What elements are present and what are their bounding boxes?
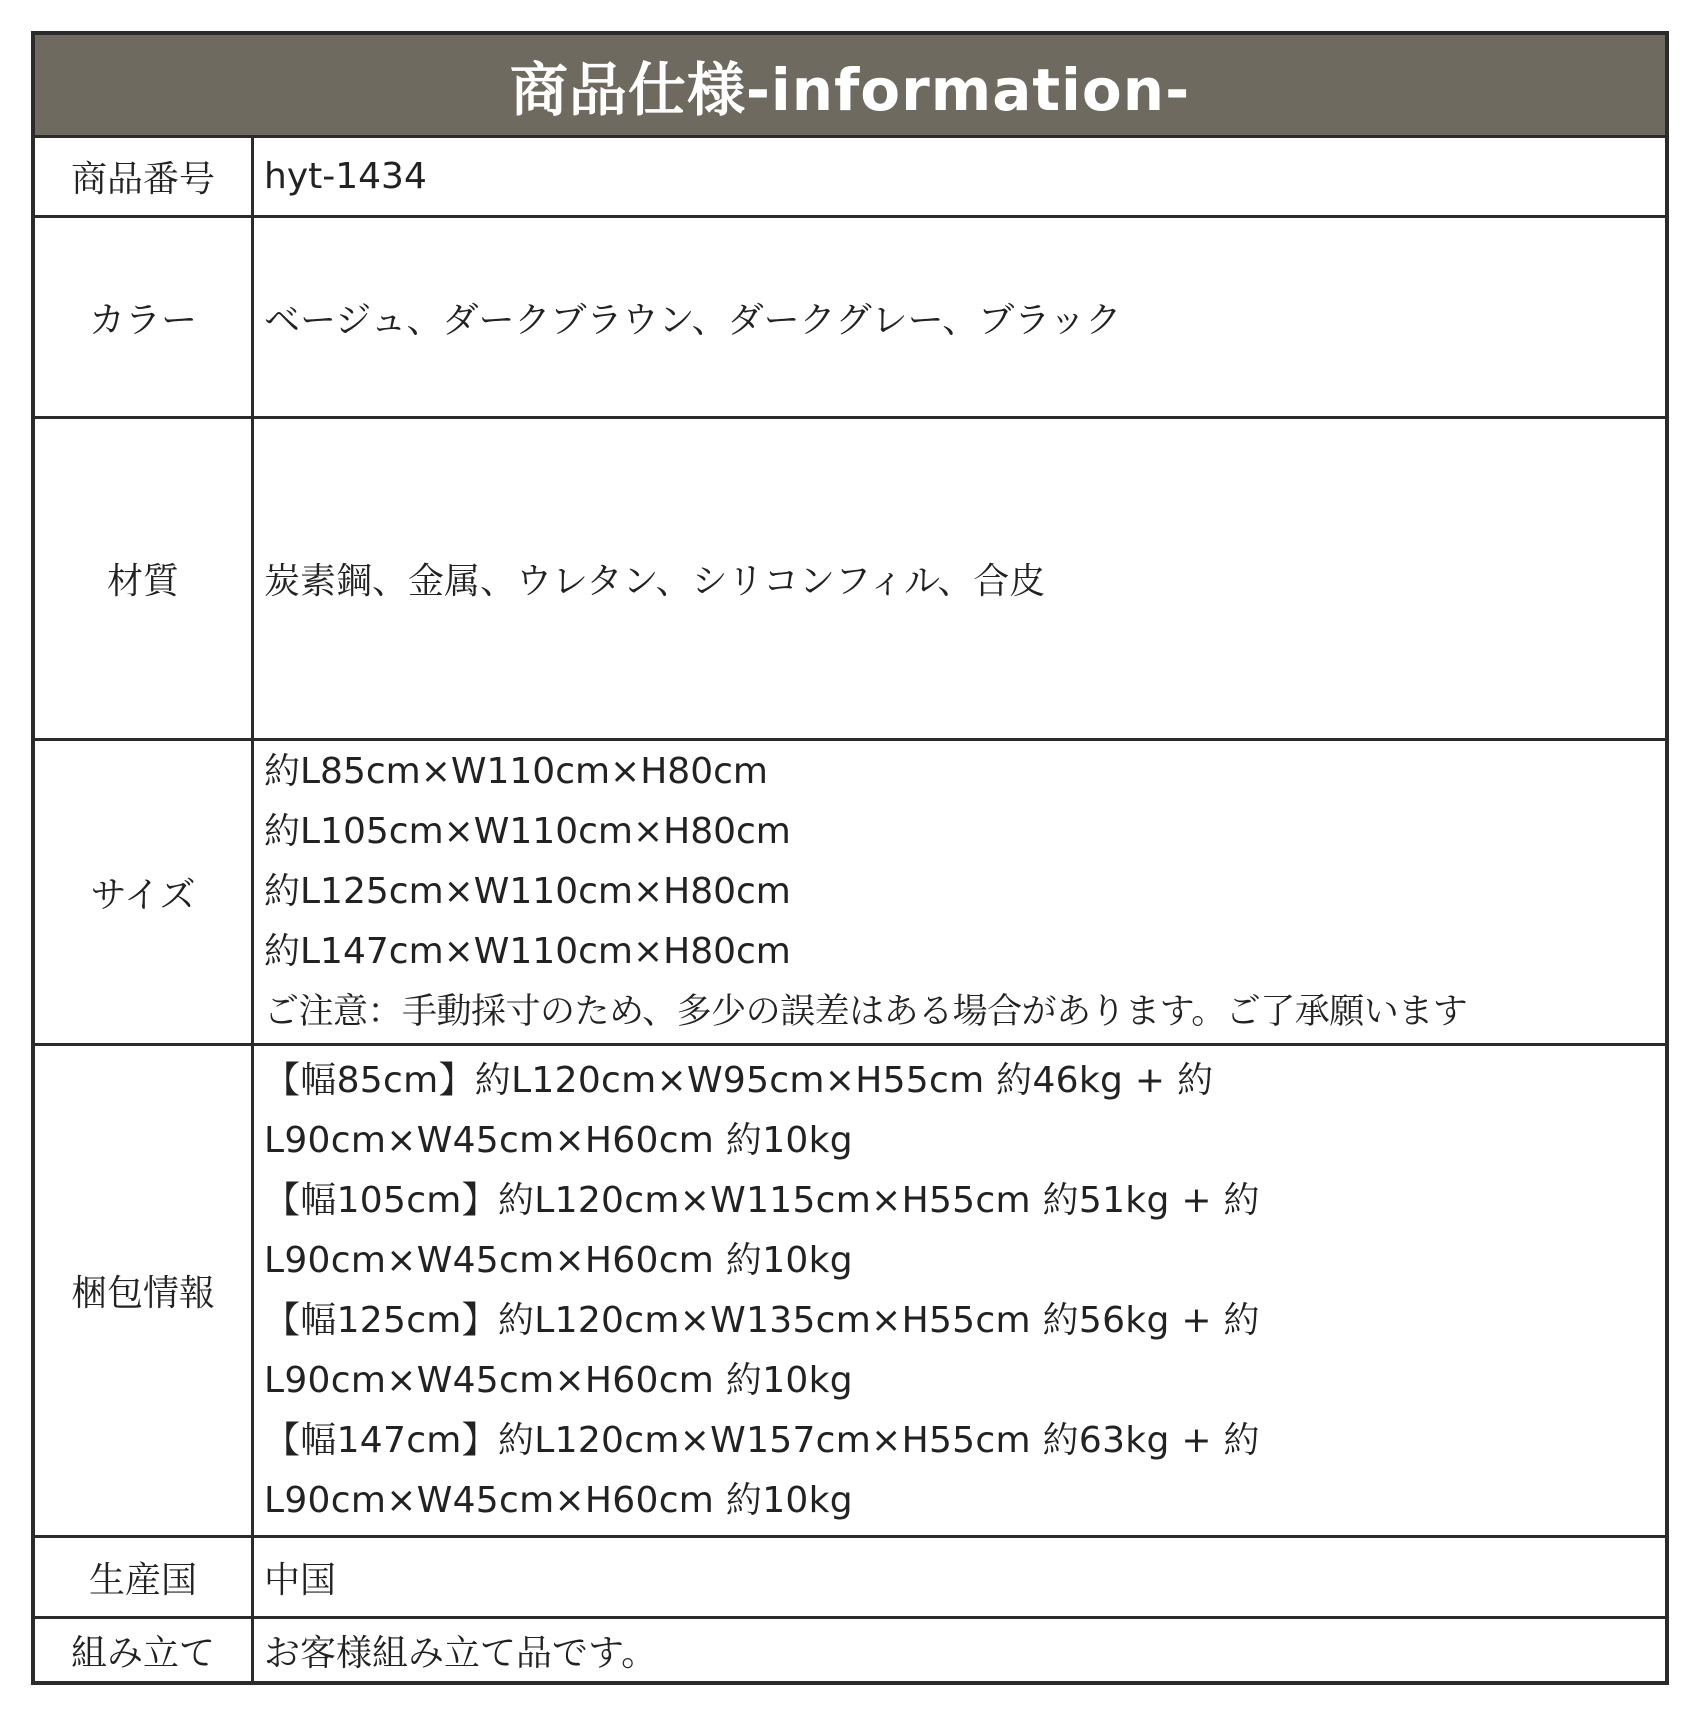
row-packaging <box>35 1046 1665 1538</box>
packaging-line: 【幅147cm】約L120cm×W157cm×H55cm 約63kg + 約 <box>264 1419 1260 1461</box>
size-line: 約L85cm×W110cm×H80cm <box>264 751 768 792</box>
size-line: 約L147cm×W110cm×H80cm <box>264 931 791 972</box>
label-size: サイズ <box>35 741 254 1043</box>
value-origin: 中国 <box>264 1559 337 1601</box>
label-material: 材質 <box>35 419 254 738</box>
packaging-line: 【幅85cm】約L120cm×W95cm×H55cm 約46kg + 約 <box>264 1059 1214 1101</box>
size-note: ご注意：手動採寸のため、多少の誤差はある場合があります。ご了承願います <box>264 992 1468 1032</box>
row-origin <box>35 1538 1665 1619</box>
spec-table <box>31 31 1669 1685</box>
row-material <box>35 419 1665 741</box>
packaging-line: L90cm×W45cm×H60cm 約10kg <box>264 1359 853 1401</box>
packaging-line: L90cm×W45cm×H60cm 約10kg <box>264 1479 853 1521</box>
label-packaging: 梱包情報 <box>35 1046 254 1535</box>
value-assembly: お客様組み立て品です。 <box>264 1632 658 1674</box>
packaging-line: L90cm×W45cm×H60cm 約10kg <box>264 1239 853 1281</box>
value-packaging <box>254 1046 1665 1535</box>
label-assembly: 組み立て <box>35 1619 254 1681</box>
row-color <box>35 218 1665 419</box>
label-origin: 生産国 <box>35 1538 254 1616</box>
value-size <box>254 741 1665 1043</box>
packaging-line: 【幅125cm】約L120cm×W135cm×H55cm 約56kg + 約 <box>264 1299 1260 1341</box>
value-material: 炭素鋼、金属、ウレタン、シリコンフィル、合皮 <box>264 561 1046 602</box>
label-color: カラー <box>35 218 254 416</box>
row-size <box>35 741 1665 1046</box>
value-product-number: hyt-1434 <box>264 156 427 197</box>
packaging-line: L90cm×W45cm×H60cm 約10kg <box>264 1119 853 1161</box>
packaging-line: 【幅105cm】約L120cm×W115cm×H55cm 約51kg + 約 <box>264 1179 1260 1221</box>
size-line: 約L105cm×W110cm×H80cm <box>264 811 791 852</box>
row-product-number <box>35 138 1665 218</box>
banner-title: 商品仕様-information- <box>35 35 1665 138</box>
label-product-number: 商品番号 <box>35 138 254 215</box>
size-line: 約L125cm×W110cm×H80cm <box>264 871 791 912</box>
value-color: ベージュ、ダークブラウン、ダークグレー、ブラック <box>264 299 1122 341</box>
row-assembly <box>35 1619 1665 1681</box>
